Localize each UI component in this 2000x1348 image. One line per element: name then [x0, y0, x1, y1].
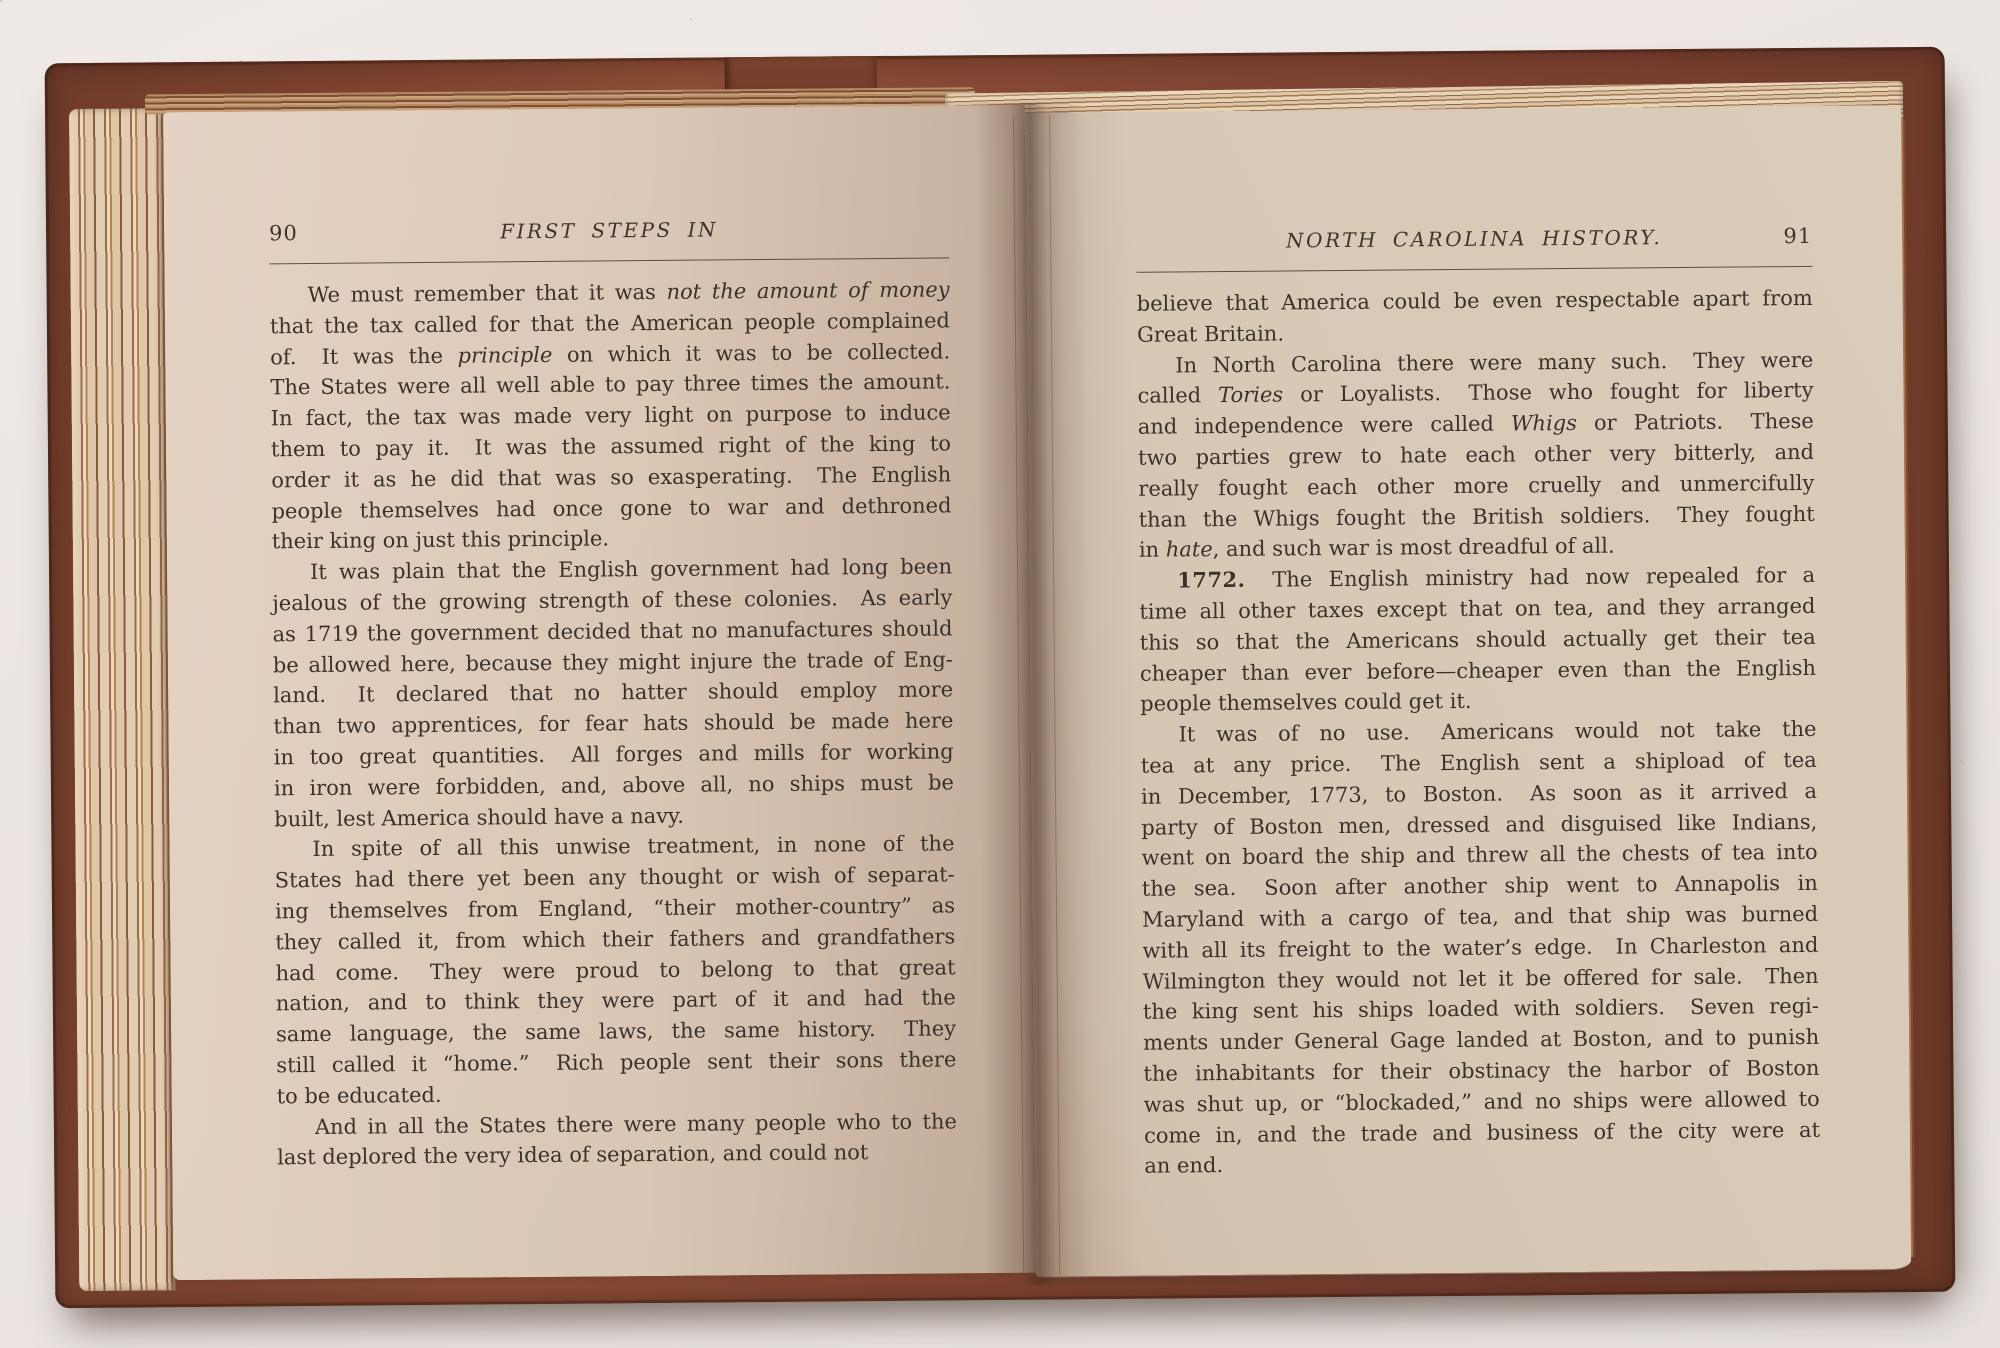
text-line: jealous of the growing strength of these colonies. As early	[272, 585, 953, 616]
left-page-textblock	[269, 215, 957, 1173]
text-line: as 1719 the government decided that no manufactures should	[272, 616, 953, 647]
text-line: cheaper than ever before—cheaper even than the English	[1139, 655, 1817, 686]
text-line: and independence were called Whigs or Patriots. These	[1137, 409, 1814, 439]
text-line: last deplored the very idea of separation, and could not	[277, 1140, 869, 1170]
text-line: had come. They were proud to belong to that great	[275, 954, 956, 985]
text-line: time all other taxes except that on tea, and they arranged	[1139, 593, 1816, 624]
text-line: really fought each other more cruelly and unmercifully	[1138, 470, 1815, 501]
text-line: called Tories or Loyalists. Those who fought for liberty	[1137, 378, 1814, 409]
text-line: this so that the Americans should actually get their tea	[1139, 624, 1816, 655]
text-line: ments under General Gage landed at Boston, and to punish	[1143, 1024, 1820, 1055]
text-line: same language, the same laws, the same history. They	[275, 1016, 957, 1047]
right-running-head	[1136, 224, 1812, 264]
text-line: 1772. The English ministry had now repealed for a	[1177, 563, 1816, 593]
text-line: nation, and to think they were part of it and had the	[275, 985, 956, 1016]
right-page-number: 91	[1783, 223, 1813, 249]
text-line: States had there yet been any thought or wish of separat-	[274, 862, 955, 893]
text-line: In spite of all this unwise treatment, in none of the	[312, 831, 955, 862]
text-line: an end.	[1144, 1153, 1224, 1179]
text-line: their king on just this principle.	[271, 526, 610, 554]
text-line: order it as he did that was so exasperating. The English	[271, 462, 952, 493]
text-line: in iron were forbidden, and, above all, no ships must be	[273, 770, 955, 801]
right-page	[1025, 105, 1911, 1278]
text-line: the inhabitants for their obstinacy the harbor of Boston	[1143, 1055, 1820, 1086]
text-line: The States were all well able to pay three times the amount.	[270, 369, 951, 400]
text-line: was shut up, or “blockaded,” and no ships were allowed to	[1143, 1086, 1820, 1117]
left-page-body	[270, 274, 958, 1173]
text-line: It was of no use. Americans would not take the	[1178, 717, 1817, 747]
paragraph	[1140, 714, 1820, 1182]
paragraph	[277, 1106, 958, 1174]
text-line: land. It declared that no hatter should employ more	[273, 677, 954, 708]
text-line: party of Boston men, dressed and disguised like Indians,	[1141, 809, 1818, 840]
text-line: in hate, and such war is most dreadful of all.	[1138, 534, 1615, 563]
text-line: went on board the ship and threw all the chests of tea into	[1141, 840, 1818, 871]
text-line: the sea. Soon after another ship went to Annapolis in	[1141, 871, 1818, 901]
left-head-rule	[269, 257, 949, 264]
text-line: ing themselves from England, “their mother-country” as	[274, 893, 956, 924]
text-line: than the Whigs fought the British soldiers. They fought	[1138, 501, 1815, 532]
text-line: come in, and the trade and business of the city were at	[1143, 1117, 1821, 1148]
paragraph	[270, 274, 952, 557]
text-line: people themselves could get it.	[1140, 689, 1472, 717]
text-line: that the tax called for that the American people complained	[269, 308, 950, 339]
text-line: In North Carolina there were many such. They were	[1175, 347, 1814, 378]
left-page-number: 90	[268, 221, 298, 246]
text-line: people themselves had once gone to war and dethroned	[271, 492, 952, 523]
right-running-title: NORTH CAROLINA HISTORY.	[1286, 225, 1663, 253]
text-line: of. It was the principle on which it was to be collected.	[270, 339, 951, 369]
open-book	[45, 47, 1956, 1309]
page-edges-left-stack	[69, 108, 175, 1291]
right-head-rule	[1136, 266, 1812, 273]
text-line: Maryland with a cargo of tea, and that ship was burned	[1142, 901, 1819, 932]
left-running-title: FIRST STEPS IN	[500, 217, 719, 244]
text-line: the king sent his ships loaded with soldiers. Seven regi-	[1142, 994, 1820, 1025]
paragraph	[1137, 344, 1815, 565]
paragraph	[1137, 283, 1814, 350]
text-line: in December, 1773, to Boston. As soon as it arrived a	[1140, 778, 1818, 809]
text-line: tea at any price. The English sent a shipload of tea	[1140, 747, 1817, 778]
text-line: in too great quantities. All forges and mills for working	[273, 739, 954, 770]
text-line: still called it “home.” Rich people sent their sons there	[276, 1047, 957, 1078]
text-line: We must remember that it was not the amount of money	[307, 277, 950, 308]
text-line: than two apprentices, for fear hats should be made here	[273, 708, 954, 739]
left-running-head	[269, 215, 949, 255]
text-line: be allowed here, because they might injure the trade of Eng-	[272, 646, 953, 677]
text-line: Great Britain.	[1136, 321, 1285, 347]
text-line: they called it, from which their fathers and grandfathers	[275, 924, 956, 955]
text-line: two parties grew to hate each other very bitterly, and	[1137, 439, 1815, 470]
text-line: And in all the States there were many people who to the	[314, 1108, 957, 1139]
text-line: Wilmington they would not let it be offered for sale. Then	[1142, 963, 1819, 994]
right-page-body	[1137, 283, 1821, 1182]
text-line: built, lest America should have a navy.	[274, 803, 684, 831]
paragraph	[272, 552, 954, 835]
text-line: to be educated.	[276, 1082, 442, 1109]
paragraph	[1139, 560, 1816, 720]
text-line: believe that America could be even respectable apart from	[1136, 285, 1813, 316]
text-line: It was plain that the English government had long been	[309, 554, 953, 585]
right-page-textblock	[1136, 224, 1820, 1182]
text-line: with all its freight to the water’s edge. In Charleston and	[1142, 932, 1819, 963]
dust-specks	[0, 0, 2, 2]
paragraph	[274, 829, 956, 1112]
text-line: In fact, the tax was made very light on purpose to induce	[270, 400, 951, 431]
text-line: them to pay it. It was the assumed right of the king to	[270, 431, 952, 462]
left-page	[163, 105, 1035, 1280]
